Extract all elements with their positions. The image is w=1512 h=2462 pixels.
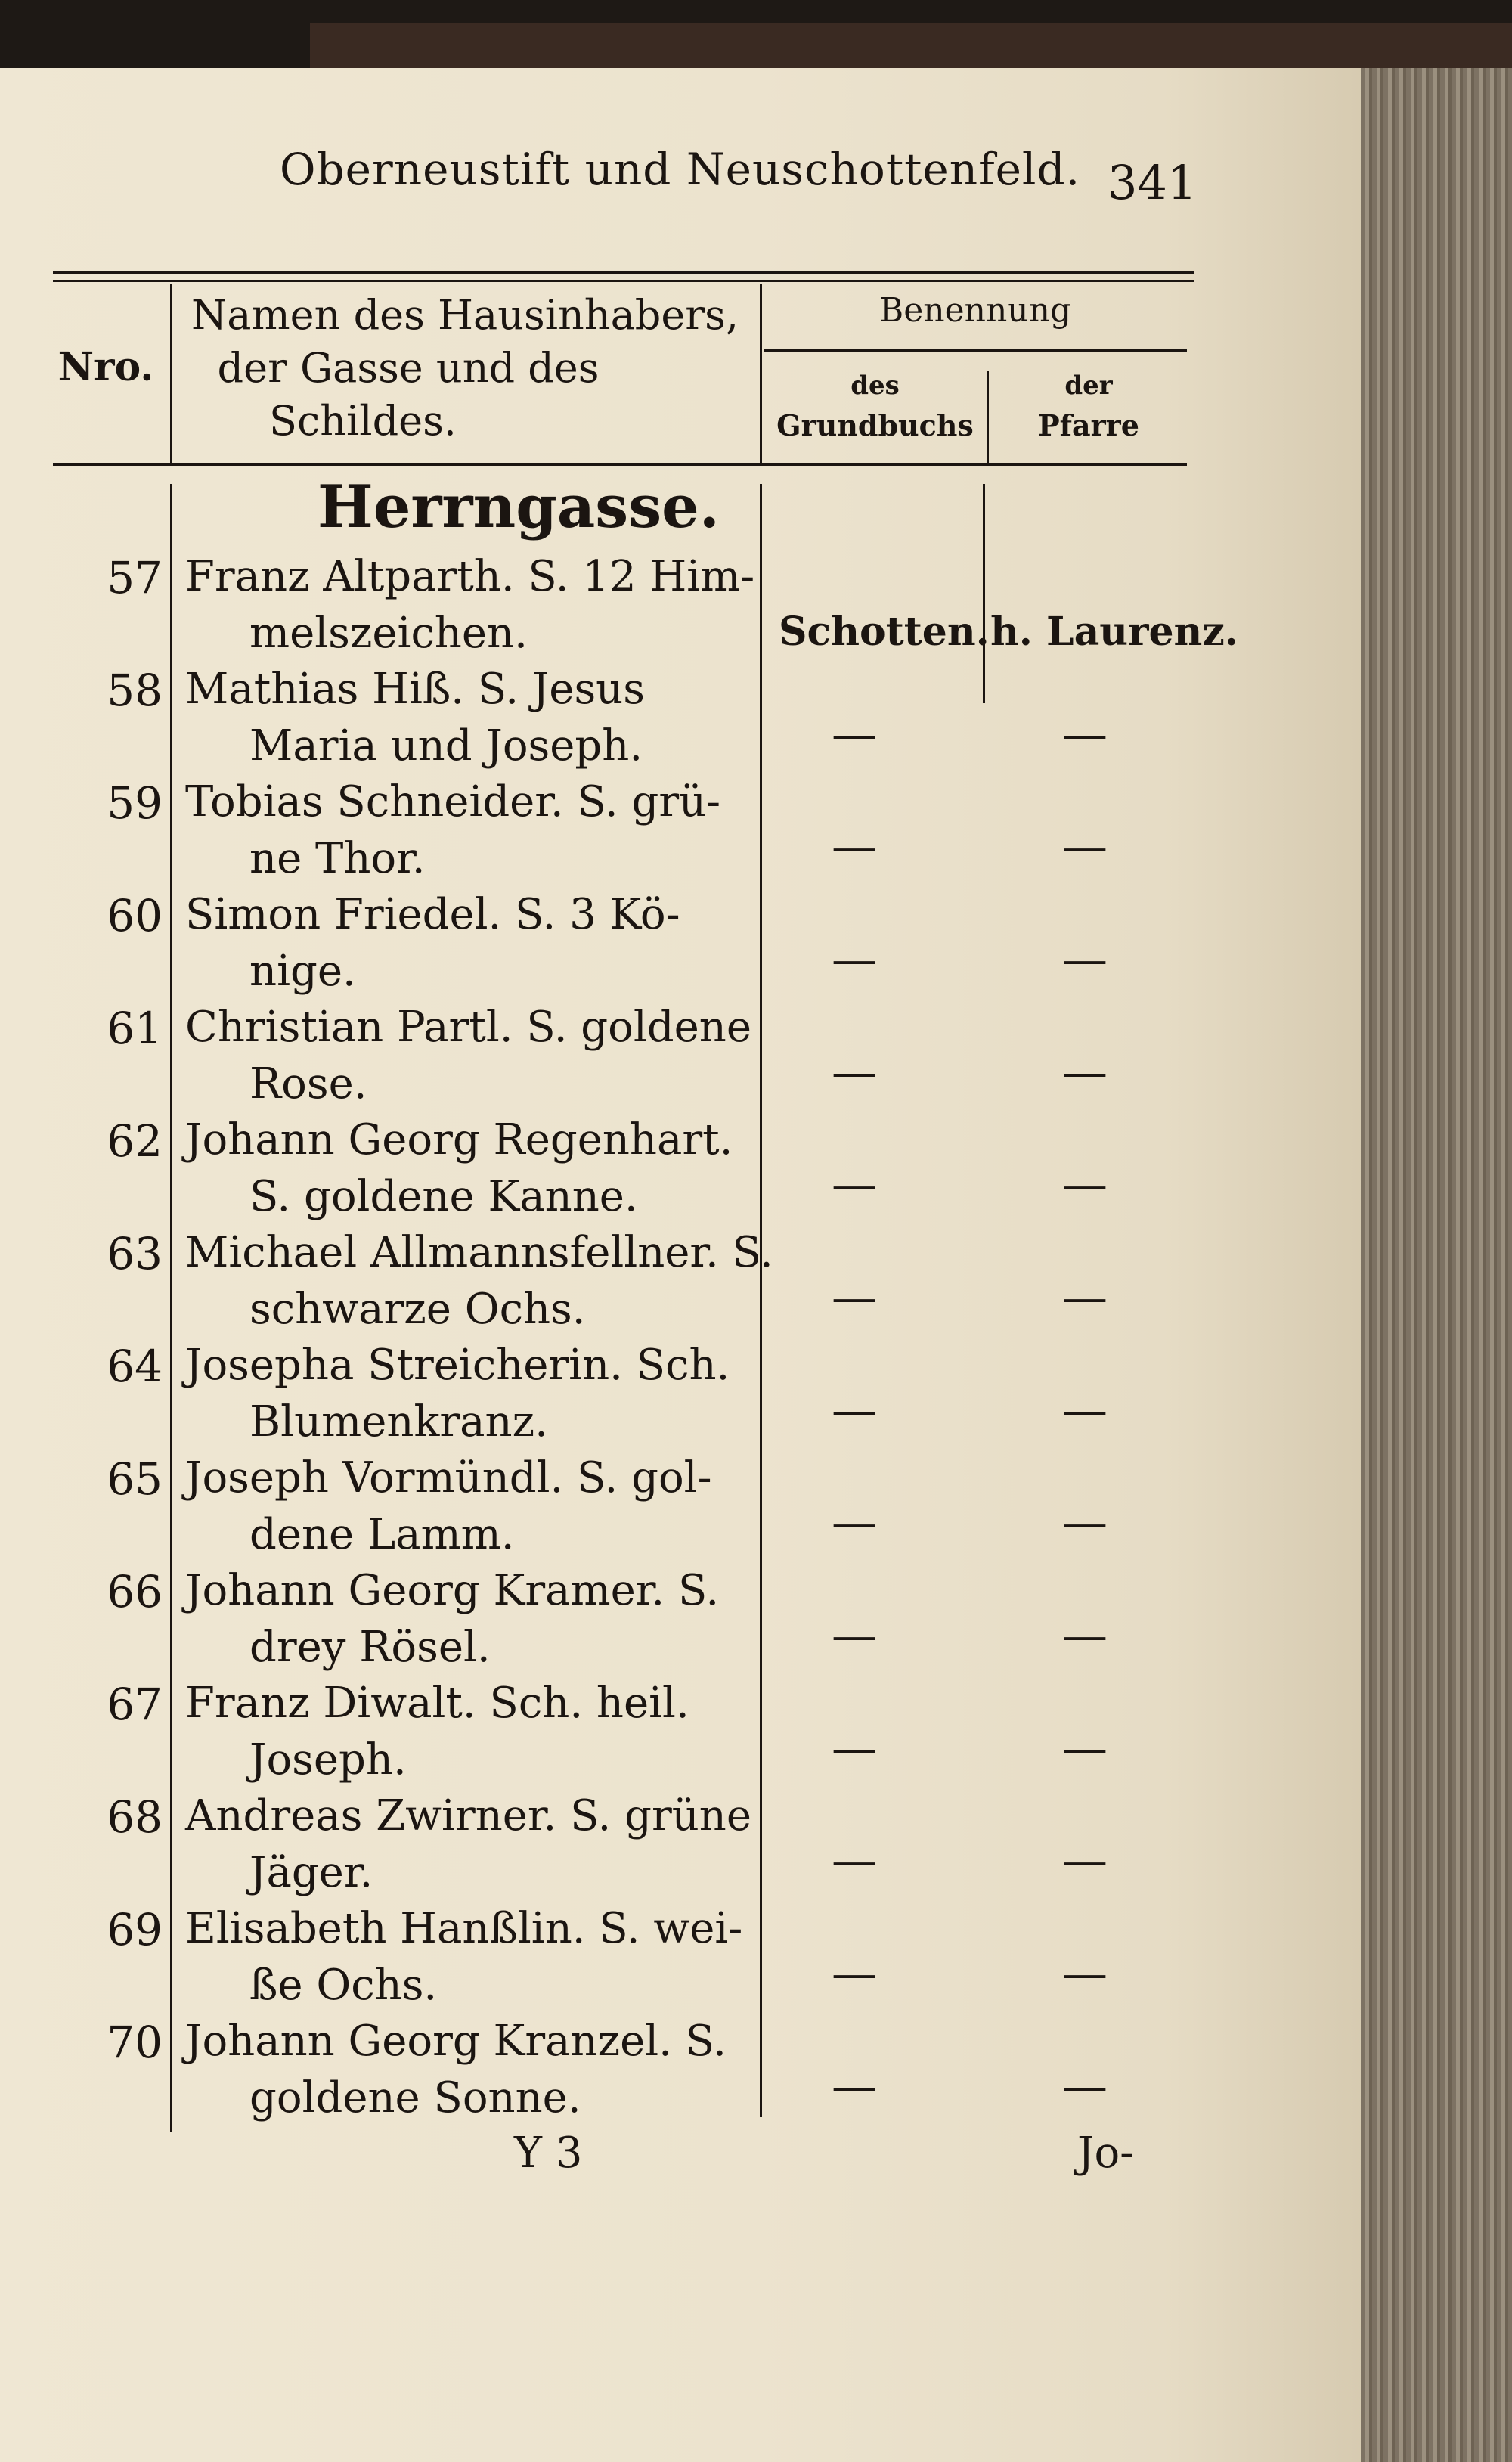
page-number: 341 [1108,155,1198,210]
grundbuch-value: Schotten. [779,609,990,655]
owner-line-2: schwarze Ochs. [249,1285,586,1334]
running-head: Oberneustift und Neuschottenfeld. [280,144,1081,195]
header-name-3: Schildes. [269,397,457,445]
owner-line-1: Andreas Zwirner. S. grüne [185,1791,751,1840]
top-rule-2 [53,280,1194,282]
owner-line-2: ße Ochs. [249,1961,438,2010]
row-number: 62 [107,1115,163,1167]
owner-line-1: Simon Friedel. S. 3 Kö- [185,890,680,939]
owner-line-1: Elisabeth Hanßlin. S. wei- [185,1904,743,1953]
pfarre-value: h. Laurenz. [990,609,1238,655]
header-bottom-rule [53,463,1187,466]
row-number: 59 [107,777,163,829]
header-col-sep-3 [987,371,989,463]
header-pfarre-2: Pfarre [1038,408,1139,442]
row-number: 64 [107,1341,163,1392]
grundbuch-ditto: — [832,1271,877,1324]
owner-line-1: Franz Diwalt. Sch. heil. [185,1679,689,1728]
row-number: 68 [107,1791,163,1843]
grundbuch-ditto: — [832,1384,877,1437]
benennung-rule [764,349,1187,352]
body-col-sep-1 [170,484,172,2132]
pfarre-ditto: — [1062,1496,1108,1549]
owner-line-2: dene Lamm. [249,1510,515,1559]
owner-line-1: Johann Georg Regenhart. [185,1115,733,1164]
header-benennung: Benennung [878,291,1072,330]
grundbuch-ditto: — [832,708,877,761]
row-number: 65 [107,1453,163,1505]
row-number: 66 [107,1566,163,1617]
header-no: Nro. [57,344,154,390]
row-number: 57 [107,552,163,603]
header-col-sep-1 [170,284,172,463]
owner-line-2: Rose. [249,1059,367,1109]
owner-line-1: Tobias Schneider. S. grü- [185,777,721,826]
pfarre-ditto: — [1062,1046,1108,1099]
row-number: 67 [107,1679,163,1730]
row-number: 70 [107,2017,163,2068]
header-name-1: Namen des Hausinhabers, [191,291,739,339]
pfarre-ditto: — [1062,1947,1108,2000]
owner-line-1: Christian Partl. S. goldene [185,1003,751,1052]
grundbuch-ditto: — [832,1722,877,1775]
grundbuch-ditto: — [832,2060,877,2113]
owner-line-2: ne Thor. [249,834,426,883]
pfarre-ditto: — [1062,933,1108,986]
owner-line-2: drey Rösel. [249,1623,491,1672]
owner-line-1: Michael Allmannsfellner. S. [185,1228,773,1277]
owner-line-2: goldene Sonne. [249,2073,581,2122]
grundbuch-ditto: — [832,933,877,986]
pfarre-ditto: — [1062,1384,1108,1437]
top-rule [53,271,1194,274]
row-number: 58 [107,665,163,716]
owner-line-1: Joseph Vormündl. S. gol- [185,1453,712,1502]
grundbuch-ditto: — [832,1609,877,1662]
pfarre-ditto: — [1062,820,1108,873]
catchword: Jo- [1077,2129,1135,2178]
owner-line-2: Blumenkranz. [249,1397,548,1447]
row-number: 63 [107,1228,163,1279]
owner-line-1: Josepha Streicherin. Sch. [185,1341,730,1390]
row-number: 69 [107,1904,163,1955]
grundbuch-ditto: — [832,1834,877,1887]
body-col-sep-3 [983,484,985,703]
owner-line-2: S. goldene Kanne. [249,1172,638,1221]
grundbuch-ditto: — [832,1158,877,1211]
row-number: 61 [107,1003,163,1054]
header-col-sep-2 [760,284,762,463]
body-col-sep-2 [760,484,762,2117]
owner-line-2: melszeichen. [249,609,528,658]
pfarre-ditto: — [1062,2060,1108,2113]
grundbuch-ditto: — [832,1046,877,1099]
row-number: 60 [107,890,163,941]
header-name-2: der Gasse und des [217,344,600,392]
pfarre-ditto: — [1062,1271,1108,1324]
pfarre-ditto: — [1062,1834,1108,1887]
owner-line-2: Joseph. [249,1735,407,1784]
owner-line-2: Jäger. [249,1848,373,1897]
owner-line-1: Johann Georg Kramer. S. [185,1566,720,1615]
header-pfarre-1: der [1064,371,1113,401]
grundbuch-ditto: — [832,820,877,873]
header-grund-1: des [850,371,900,401]
grundbuch-ditto: — [832,1496,877,1549]
owner-line-1: Mathias Hiß. S. Jesus [185,665,645,714]
street-heading: Herrngasse. [318,473,720,541]
pfarre-ditto: — [1062,1158,1108,1211]
owner-line-2: Maria und Joseph. [249,721,643,771]
pfarre-ditto: — [1062,1609,1108,1662]
grundbuch-ditto: — [832,1947,877,2000]
pfarre-ditto: — [1062,708,1108,761]
pfarre-ditto: — [1062,1722,1108,1775]
page-edges [1361,68,1512,2462]
owner-line-1: Franz Altparth. S. 12 Him- [185,552,755,601]
owner-line-2: nige. [249,947,356,996]
signature-mark: Y 3 [514,2129,583,2178]
owner-line-1: Johann Georg Kranzel. S. [185,2017,727,2066]
header-grund-2: Grundbuchs [776,408,974,442]
